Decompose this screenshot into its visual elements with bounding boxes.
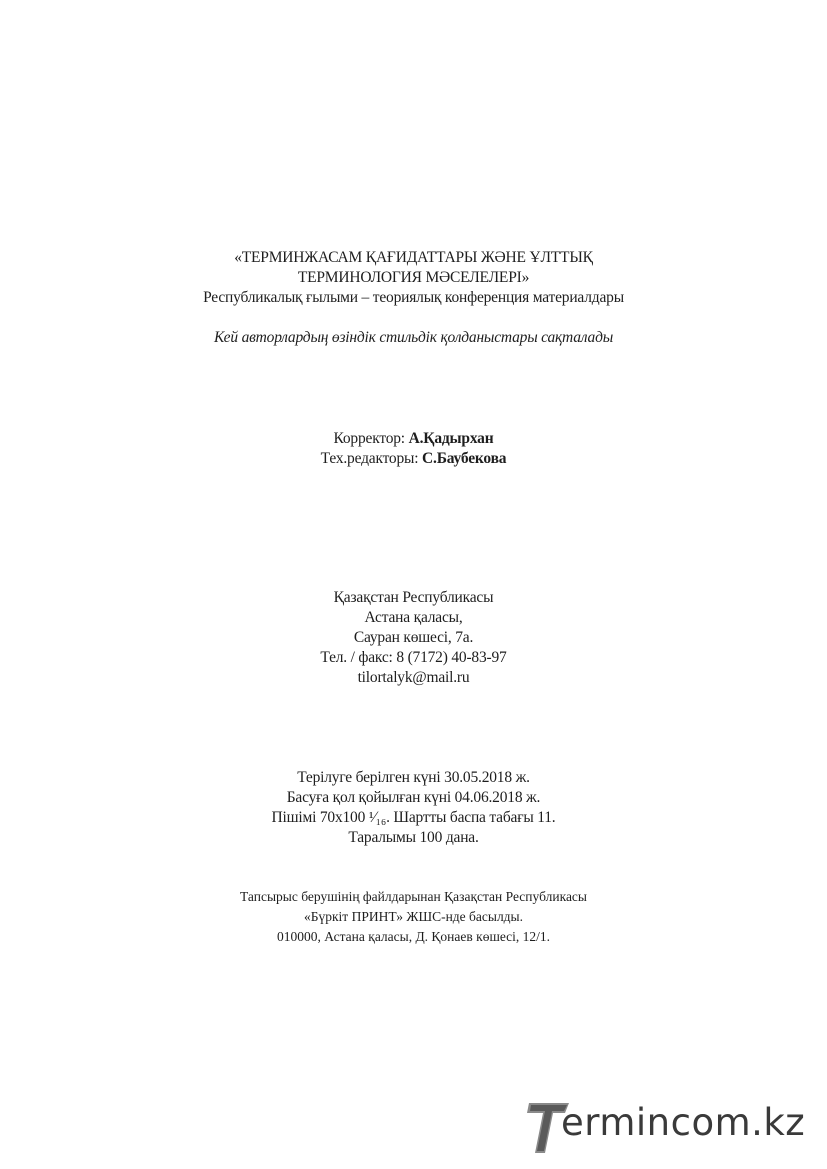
printer-block xyxy=(0,887,827,947)
termincom-watermark xyxy=(527,1099,817,1155)
corrector-line xyxy=(0,429,827,449)
title-line-1: «ТЕРМИНЖАСАМ ҚАҒИДАТТАРЫ ЖӘНЕ ҰЛТТЫҚ xyxy=(234,249,593,266)
corrector-name: А.Қадырхан xyxy=(408,430,494,447)
address-country: Қазақстан Республикасы xyxy=(333,589,494,606)
address-block xyxy=(0,588,827,688)
title-line-2: ТЕРМИНОЛОГИЯ МӘСЕЛЕЛЕРІ» xyxy=(297,269,530,286)
address-email: tilortalyk@mail.ru xyxy=(357,669,470,686)
circulation: Таралымы 100 дана. xyxy=(348,829,479,846)
tech-editor-name: С.Баубекова xyxy=(422,450,507,467)
tech-editor-line xyxy=(0,449,827,469)
editors-block xyxy=(0,429,827,469)
address-phone: Тел. / факс: 8 (7172) 40-83-97 xyxy=(320,649,507,666)
tech-editor-label: Тех.редакторы: xyxy=(320,450,419,467)
sign-date: Басуға қол қойылған күні 04.06.2018 ж. xyxy=(286,789,541,806)
watermark-text: ermincom.kz xyxy=(561,1101,806,1144)
print-info-block xyxy=(0,768,827,848)
typeset-date: Терілуге берілген күні 30.05.2018 ж. xyxy=(297,769,530,786)
printer-line-3: 010000, Астана қаласы, Д. Қонаев көшесі, 12/1. xyxy=(276,929,551,944)
author-style-note xyxy=(0,328,827,348)
printer-line-1: Тапсырыс берушінің файлдарынан Қазақстан Республикасы xyxy=(240,889,587,904)
corrector-label: Корректор: xyxy=(333,430,405,447)
format-info: Пішімі 70х100 ¹⁄₁₆. Шартты баспа табағы 11. xyxy=(271,809,556,826)
address-city: Астана қаласы, xyxy=(364,609,463,626)
printer-line-2: «Бүркіт ПРИНТ» ЖШС-нде басылды. xyxy=(303,909,523,924)
address-street: Сауран көшесі, 7а. xyxy=(353,629,474,646)
subtitle: Республикалық ғылыми – теориялық конференция материалдары xyxy=(203,289,624,306)
note-text: Кей авторлардың өзіндік стильдік қолданыстары сақталады xyxy=(213,329,614,346)
title-block xyxy=(0,248,827,308)
